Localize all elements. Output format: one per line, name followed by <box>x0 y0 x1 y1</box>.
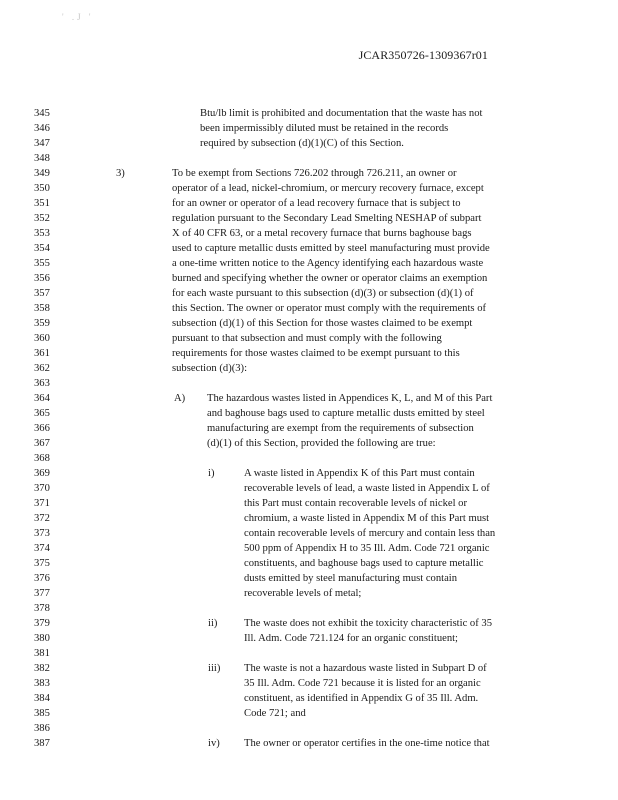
line-number: 350 <box>34 183 50 194</box>
paragraph-label: 3) <box>116 168 125 179</box>
line-text: and baghouse bags used to capture metallic dusts emitted by steel <box>207 408 485 419</box>
line-number: 356 <box>34 273 50 284</box>
line-text: for each waste pursuant to this subsection (d)(3) or subsection (d)(1) of <box>172 288 474 299</box>
document-line <box>0 361 618 376</box>
line-number: 369 <box>34 468 50 479</box>
line-text: The waste is not a hazardous waste listed in Subpart D of <box>244 663 487 674</box>
document-line <box>0 676 618 691</box>
line-text: (d)(1) of this Section, provided the following are true: <box>207 438 436 449</box>
line-text: 500 ppm of Appendix H to 35 Ill. Adm. Code 721 organic <box>244 543 490 554</box>
line-number: 346 <box>34 123 50 134</box>
line-number: 372 <box>34 513 50 524</box>
paragraph-label: ii) <box>208 618 218 629</box>
line-text: contain recoverable levels of mercury and contain less than <box>244 528 496 539</box>
line-text: recoverable levels of lead, a waste listed in Appendix L of <box>244 483 490 494</box>
line-number: 361 <box>34 348 50 359</box>
line-number: 379 <box>34 618 50 629</box>
line-text: 35 Ill. Adm. Code 721 because it is listed for an organic <box>244 678 481 689</box>
document-line <box>0 301 618 316</box>
line-text: used to capture metallic dusts emitted by steel manufacturing must provide <box>172 243 490 254</box>
line-text: pursuant to that subsection and must comply with the following <box>172 333 442 344</box>
line-number: 355 <box>34 258 50 269</box>
document-line <box>0 661 618 676</box>
line-number: 359 <box>34 318 50 329</box>
line-number: 376 <box>34 573 50 584</box>
paragraph-label: A) <box>174 393 186 404</box>
document-line <box>0 451 618 466</box>
line-number: 374 <box>34 543 50 554</box>
line-text: this Section. The owner or operator must comply with the requirements of <box>172 303 487 314</box>
document-line <box>0 541 618 556</box>
document-id-header: JCAR350726-1309367r01 <box>358 48 488 62</box>
document-line <box>0 166 618 181</box>
document-line <box>0 526 618 541</box>
line-number: 353 <box>34 228 50 239</box>
line-number: 348 <box>34 153 50 164</box>
document-line <box>0 106 618 121</box>
line-text: The hazardous wastes listed in Appendices K, L, and M of this Part <box>207 393 493 404</box>
line-text: chromium, a waste listed in Appendix M of this Part must <box>244 513 490 524</box>
document-line <box>0 601 618 616</box>
line-number: 351 <box>34 198 50 209</box>
line-text: a one-time written notice to the Agency identifying each hazardous waste <box>172 258 484 269</box>
document-line <box>0 706 618 721</box>
line-text: regulation pursuant to the Secondary Lead Smelting NESHAP of subpart <box>172 213 482 224</box>
document-line <box>0 346 618 361</box>
document-line <box>0 331 618 346</box>
document-line <box>0 376 618 391</box>
line-number: 384 <box>34 693 50 704</box>
line-text: constituents, and baghouse bags used to capture metallic <box>244 558 484 569</box>
line-text: manufacturing are exempt from the requirements of subsection <box>207 423 474 434</box>
document-line <box>0 646 618 661</box>
line-number: 373 <box>34 528 50 539</box>
document-line <box>0 466 618 481</box>
line-text: Ill. Adm. Code 721.124 for an organic constituent; <box>244 633 459 644</box>
document-line <box>0 511 618 526</box>
line-text: The owner or operator certifies in the one-time notice that <box>244 738 490 749</box>
document-line <box>0 496 618 511</box>
document-line <box>0 406 618 421</box>
line-number: 349 <box>34 168 50 179</box>
document-line <box>0 151 618 166</box>
line-number: 378 <box>34 603 50 614</box>
document-line <box>0 136 618 151</box>
document-line <box>0 121 618 136</box>
line-number: 367 <box>34 438 50 449</box>
line-text: operator of a lead, nickel-chromium, or mercury recovery furnace, except <box>172 183 484 194</box>
document-line <box>0 721 618 736</box>
line-text: required by subsection (d)(1)(C) of this Section. <box>200 138 404 149</box>
document-line <box>0 586 618 601</box>
line-number: 368 <box>34 453 50 464</box>
line-text: X of 40 CFR 63, or a metal recovery furnace that burns baghouse bags <box>172 228 472 239</box>
line-number: 375 <box>34 558 50 569</box>
document-line <box>0 226 618 241</box>
line-number: 347 <box>34 138 50 149</box>
document-line <box>0 421 618 436</box>
line-text: A waste listed in Appendix K of this Part must contain <box>244 468 475 479</box>
document-line <box>0 616 618 631</box>
line-text: dusts emitted by steel manufacturing must contain <box>244 573 458 584</box>
document-line <box>0 256 618 271</box>
document-line <box>0 436 618 451</box>
document-line <box>0 316 618 331</box>
line-number: 386 <box>34 723 50 734</box>
line-text: requirements for those wastes claimed to be exempt pursuant to this <box>172 348 460 359</box>
line-number: 352 <box>34 213 50 224</box>
document-line <box>0 691 618 706</box>
document-line <box>0 211 618 226</box>
line-number: 383 <box>34 678 50 689</box>
line-number: 377 <box>34 588 50 599</box>
paragraph-label: iv) <box>208 738 220 749</box>
line-text: Code 721; and <box>244 708 306 719</box>
line-number: 365 <box>34 408 50 419</box>
line-number: 385 <box>34 708 50 719</box>
line-number: 387 <box>34 738 50 749</box>
line-number: 354 <box>34 243 50 254</box>
line-text: for an owner or operator of a lead recovery furnace that is subject to <box>172 198 461 209</box>
line-text: Btu/lb limit is prohibited and documentation that the waste has not <box>200 108 483 119</box>
document-line <box>0 571 618 586</box>
line-text: this Part must contain recoverable levels of nickel or <box>244 498 467 509</box>
line-number: 381 <box>34 648 50 659</box>
document-line <box>0 286 618 301</box>
document-line <box>0 736 618 751</box>
line-text: The waste does not exhibit the toxicity characteristic of 35 <box>244 618 492 629</box>
line-number: 358 <box>34 303 50 314</box>
line-text: been impermissibly diluted must be retained in the records <box>200 123 449 134</box>
document-line <box>0 481 618 496</box>
paragraph-label: iii) <box>208 663 221 674</box>
document-line <box>0 271 618 286</box>
document-line <box>0 241 618 256</box>
line-text: burned and specifying whether the owner or operator claims an exemption <box>172 273 488 284</box>
line-number: 345 <box>34 108 50 119</box>
line-number: 382 <box>34 663 50 674</box>
document-line <box>0 391 618 406</box>
document-line <box>0 631 618 646</box>
line-number: 371 <box>34 498 50 509</box>
line-number: 370 <box>34 483 50 494</box>
line-text: constituent, as identified in Appendix G of 35 Ill. Adm. <box>244 693 479 704</box>
line-number: 360 <box>34 333 50 344</box>
document-line <box>0 196 618 211</box>
line-number: 364 <box>34 393 50 404</box>
paragraph-label: i) <box>208 468 215 479</box>
line-text: subsection (d)(1) of this Section for those wastes claimed to be exempt <box>172 318 473 329</box>
scan-margin-mark: ' .J ' <box>62 12 94 22</box>
document-line <box>0 556 618 571</box>
line-number: 380 <box>34 633 50 644</box>
line-number: 366 <box>34 423 50 434</box>
line-number: 357 <box>34 288 50 299</box>
line-text: To be exempt from Sections 726.202 through 726.211, an owner or <box>172 168 457 179</box>
document-line <box>0 181 618 196</box>
line-number: 363 <box>34 378 50 389</box>
line-number: 362 <box>34 363 50 374</box>
line-text: recoverable levels of metal; <box>244 588 362 599</box>
line-text: subsection (d)(3): <box>172 363 248 374</box>
